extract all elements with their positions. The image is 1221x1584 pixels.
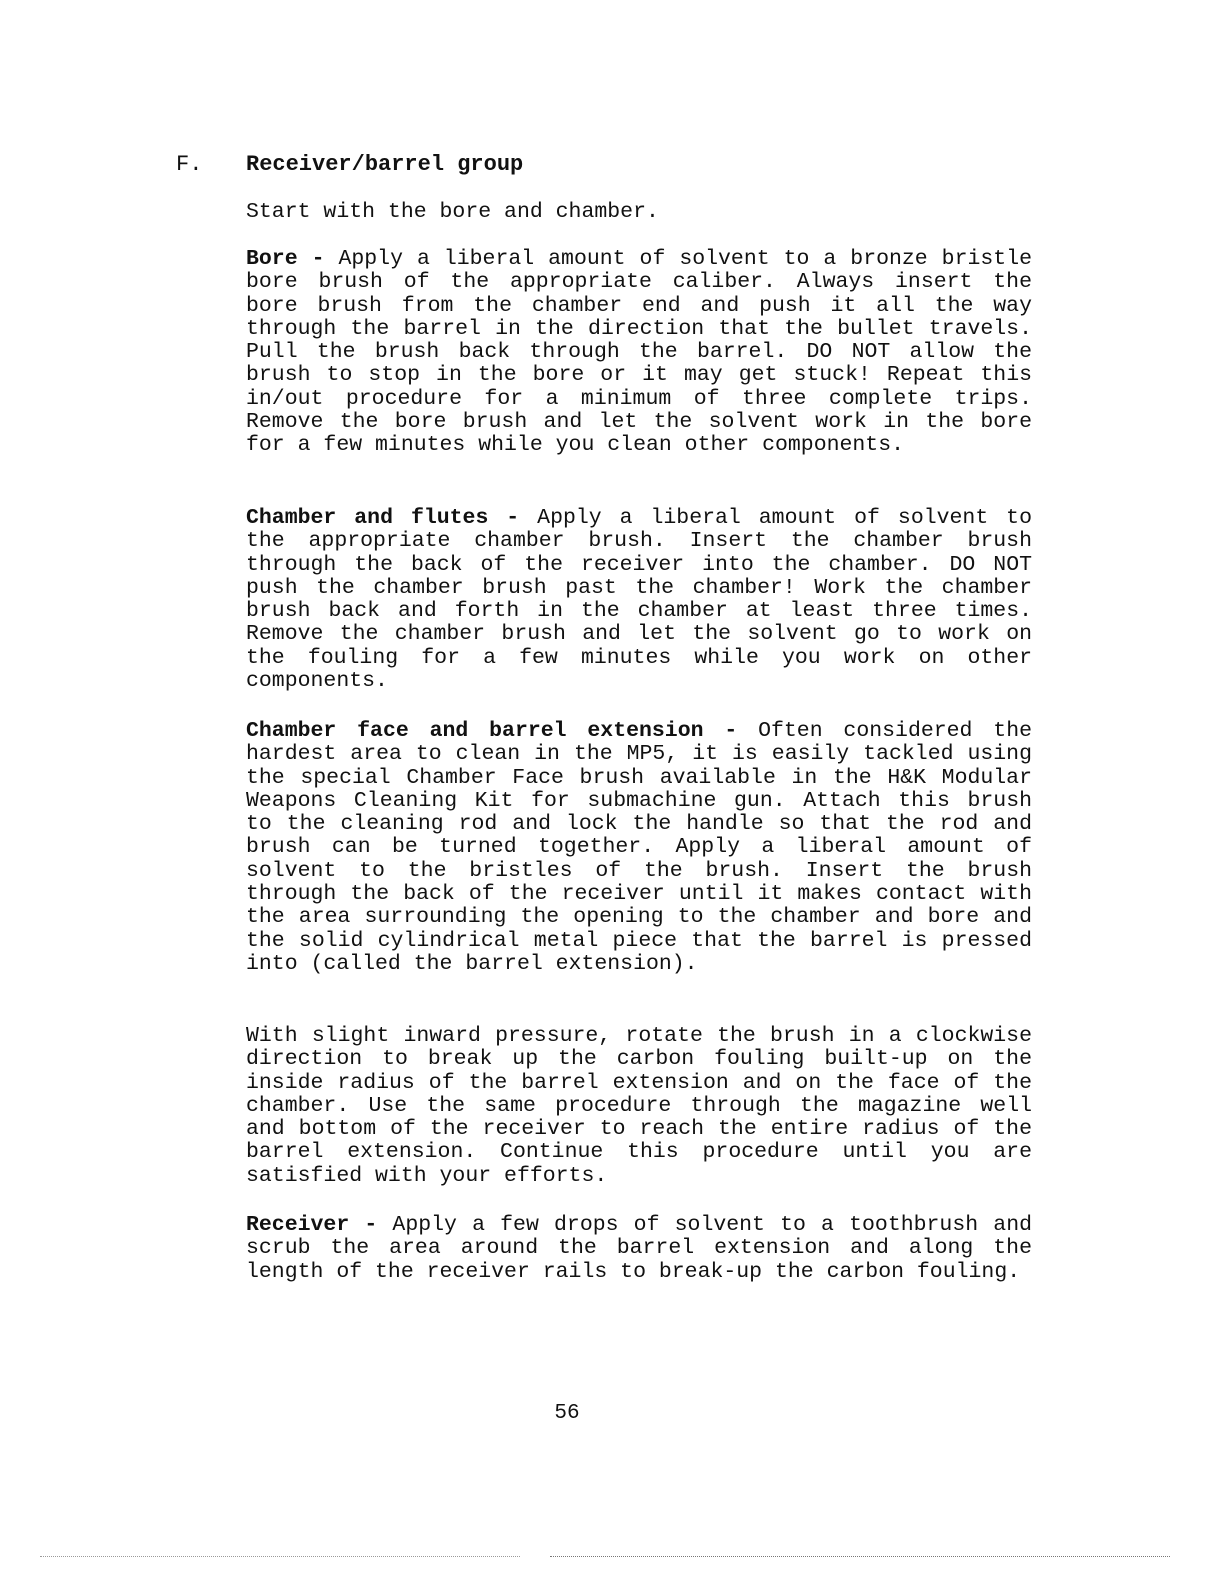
paragraph-text: Apply a liberal amount of solvent to a bronze bristle bore brush of the appropriate caliber. Always insert the bore brush from the chamber end and push it all the way through the barrel in the direction that the bullet travels. Pull the brush back through the barrel. DO NOT allow the brush to stop in the bore or it may get stuck! Repeat this in/out procedure for a minimum of three complete trips. Remove the bore brush and let the solvent work in the bore for a few minutes while you clean other components. <box>246 247 1032 458</box>
scan-artifact-left <box>40 1556 520 1558</box>
paragraph-text: Often considered the hardest area to clean in the MP5, it is easily tackled using the special Chamber Face brush available in the H&K Modular Weapons Cleaning Kit for submachine gun. Attach this brush to the cleaning rod and lock the handle so that the rod and brush can be turned together. Apply a liberal amount of solvent to the bristles of the brush. Insert the brush through the back of the receiver until it makes contact with the area surrounding the opening to the chamber and bore and the solid cylindrical metal piece that the barrel is pressed into (called the barrel extension). <box>246 719 1032 976</box>
section-title: Receiver/barrel group <box>246 152 524 177</box>
scan-artifact-right <box>550 1556 1170 1558</box>
paragraph-text: Apply a liberal amount of solvent to the appropriate chamber brush. Insert the chamber brush through the back of the receiver into the chamber. DO NOT push the chamber brush past the chamber! Work the chamber brush back and forth in the chamber at least three times. Remove the chamber brush and let the solvent go to work on the fouling for a few minutes while you work on other components. <box>246 506 1032 694</box>
paragraph-text: Start with the bore and chamber. <box>246 200 659 224</box>
page-number: 56 <box>554 1402 580 1425</box>
section-letter: F. <box>176 152 203 177</box>
paragraph-lead: Receiver - <box>246 1213 378 1237</box>
paragraph-rotate <box>246 1025 1032 1188</box>
paragraph-receiver <box>246 1214 1032 1284</box>
paragraph-chamber-face <box>246 720 1032 976</box>
paragraph-text: With slight inward pressure, rotate the brush in a clockwise direction to break up the carbon fouling built-up on the inside radius of the barrel extension and on the face of the chamber. Use the same procedure through the magazine well and bottom of the receiver to reach the entire radius of the barrel extension. Continue this procedure until you are satisfied with your efforts. <box>246 1024 1032 1188</box>
paragraph-text: Apply a few drops of solvent to a toothbrush and scrub the area around the barrel extension and along the length of the receiver rails to break-up the carbon fouling. <box>246 1213 1032 1284</box>
paragraph-lead: Chamber and flutes - <box>246 506 520 530</box>
paragraph-intro <box>246 201 1032 224</box>
paragraph-bore <box>246 248 1032 458</box>
paragraph-lead: Chamber face and barrel extension - <box>246 719 738 743</box>
paragraph-lead: Bore - <box>246 247 325 271</box>
paragraph-chamber-flutes <box>246 507 1032 693</box>
